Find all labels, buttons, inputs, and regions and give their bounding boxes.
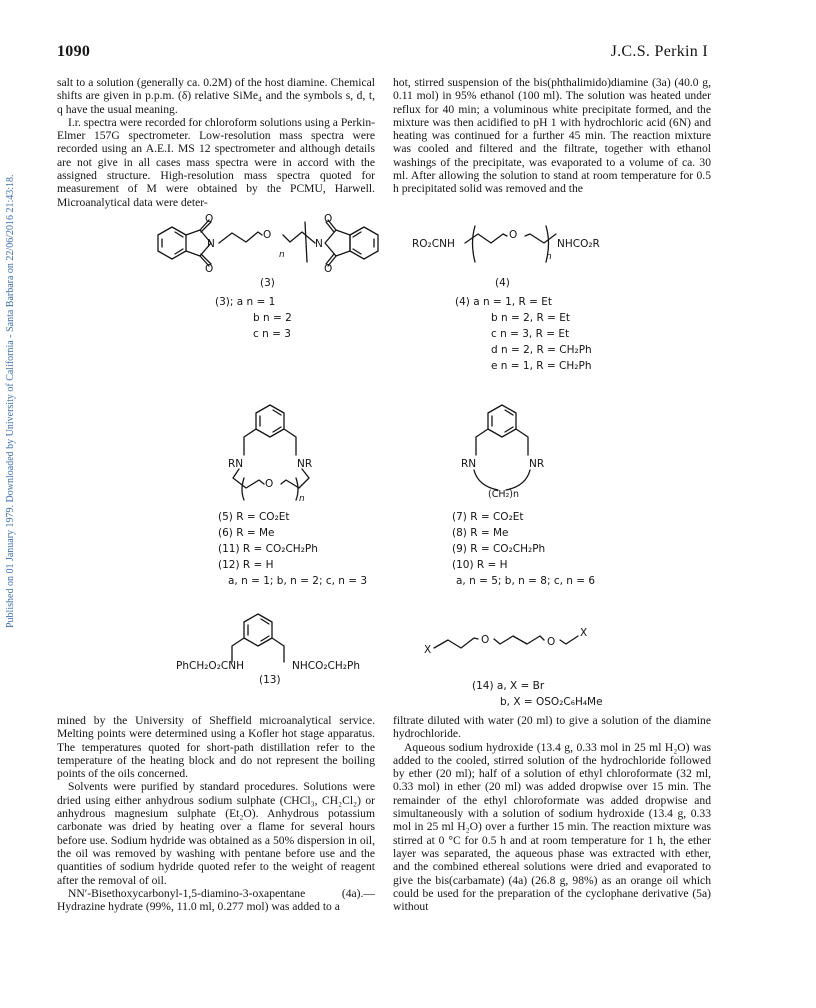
atom-label: O [265,478,274,490]
subscript-n: n [279,250,285,260]
atom-label: O [547,636,556,648]
compound-legend [215,294,292,342]
compound-number: (4) [495,277,510,289]
legend-row: (5) R = CO₂Et [218,511,290,523]
legend-row: d n = 2, R = CH₂Ph [491,344,592,356]
legend-row: c n = 3 [253,328,291,340]
legend-row: (7) R = CO₂Et [452,511,524,523]
atom-label: RN [228,458,244,470]
atom-label: X [580,627,588,639]
atom-label: O [205,213,214,225]
atom-label: O [509,229,518,241]
compound-number: (3) [260,277,275,289]
subscript-n: n [299,494,305,504]
legend-row: c n = 3, R = Et [491,328,570,340]
paragraph: Solvents were purified by standard procedures. Solutions were dried using either anhydrous sodium sulphate (CHCl₃, CH₂Cl₂) or anhydrous magnesium sulphate (Et₂O). Anhydrous potassium carbonate was dried by heating over a flame for several hours before use. Sodium hydride was obtained as a 50% dispersion in oil, the oil was removed by washing with pentane before use and the quantities of sodium hydride quoted refer to the weight of reagent after the removal of oil. [57,780,375,887]
structure-3 [158,220,378,266]
legend-row: (9) R = CO₂CH₂Ph [452,543,546,555]
atom-label: O [481,634,490,646]
atom-label: NR [529,458,545,470]
atom-labels [176,213,600,672]
structure-13 [232,614,284,662]
legend-row: (12) R = H [218,559,274,571]
legend-row: b, X = OSO₂C₆H₄Me [500,696,603,708]
compound-legend [218,509,367,589]
section-paragraph: NN′-Bisethoxycarbonyl-1,5-diamino-3-oxapentane (4a).— Hydrazine hydrate (99%, 11.0 ml, 0.277 mol) was added to a [57,886,375,914]
atom-label: X [424,644,432,656]
atom-label: O [263,229,272,241]
atom-label: NHCO₂CH₂Ph [292,660,360,672]
compound-legend [452,509,595,589]
legend-row: a, n = 1; b, n = 2; c, n = 3 [228,575,368,587]
structure-14 [434,636,578,648]
paragraph: Aqueous sodium hydroxide (13.4 g, 0.33 mol in 25 ml H₂O) was added to the cooled, stirred solution of the hydrochloride followed by ether (20 ml); half of a solution of ethyl chloroformate (32 ml, 0.33 mol) in ether (20 ml) was added dropwise over 15 min. The remainder of the ethyl chloroformate was added dropwise and simultaneously with a solution of sodium hydroxide (13.4 g, 0.33 mol in 25 ml H₂O) over a further 15 min. The reaction mixture was stirred at 0 °C for 0.5 h and at room temperature for 1 h, the ether layer was separated, the aqueous phase was extracted with ether, and the combined ethereal solutions were dried and evaporated to give the bis(carbamate) (4a) (26.8 g, 98%) as an orange oil which could be used for the preparation of the cyclophane derivative (5a) without [393,740,711,914]
atom-label: RO₂CNH [412,238,455,250]
legend-row: (6) R = Me [218,527,275,539]
paragraph: hot, stirred suspension of the bis(phthalimido)diamine (3a) (40.0 g, 0.11 mol) in 95% ethanol (100 ml). The solution was heated under reflux for 40 min; a voluminous white precipitate formed, and the mixture was then acidified to pH 1 with hydrochloric acid (6N) and heating was continued for a further 45 min. The reaction mixture was cooled and filtered and the filtrate, together with ethanol washings of the precipitate, was evaporated to a volume of ca. 30 ml. After allowing the solution to stand at room temperature for 0.5 h precipitated solid was removed and the [393,76,711,196]
imide-ring [325,230,350,256]
atom-label: PhCH₂O₂CNH [176,660,244,672]
journal-title: J.C.S. Perkin I [610,43,708,60]
legend-row: (4) a n = 1, R = Et [455,296,552,308]
atom-label: NR [297,458,313,470]
atom-label: N [207,238,215,250]
paragraph: salt to a solution (generally ca. 0.2M) of the host diamine. Chemical shifts are given in p.p.m. (δ) relative SiMe₄ and the symbols s, d, t, q have the usual meaning. [57,76,375,116]
atom-label: O [324,213,333,225]
compound-legend [455,294,592,374]
legend-row: b n = 2 [253,312,292,324]
legend-row: b n = 2, R = Et [491,312,571,324]
compound-number: (13) [259,674,281,686]
legend-row: (10) R = H [452,559,508,571]
structure-7 [474,405,530,490]
atom-label: O [324,263,333,275]
legend-row: e n = 1, R = CH₂Ph [491,360,592,372]
legend-row: a, n = 5; b, n = 8; c, n = 6 [456,575,596,587]
paragraph: filtrate diluted with water (20 ml) to give a solution of the diamine hydrochloride. [393,714,711,741]
subscript-n: n [546,252,552,262]
legend-row: (8) R = Me [452,527,509,539]
page-number: 1090 [57,43,91,60]
paragraph: mined by the University of Sheffield microanalytical service. Melting points were determined using a Kofler hot stage apparatus. The temperatures quoted for short-path distillation refer to the temperature of the heating block and do not represent the boiling points of the oils concerned. [57,714,375,781]
atom-label: RN [461,458,477,470]
legend-row: (14) a, X = Br [472,680,545,692]
atom-label: N [315,238,323,250]
legend-row: (3); a n = 1 [215,296,276,308]
legend-row: (11) R = CO₂CH₂Ph [218,543,318,555]
download-notice[interactable]: Published on 01 January 1979. Downloaded by University of California - Santa Barbara on 22/06/2016 21:43:18. [5,174,16,628]
paragraph: I.r. spectra were recorded for chloroform solutions using a Perkin-Elmer 157G spectrometer. Low-resolution mass spectra were recorded using an A.E.I. MS 12 spectrometer and although details are not give in all cases mass spectra were in accord with the assigned structure. High-resolution mass spectra quoted for measurement of M were obtained by the PCMU, Harwell. Microanalytical data were deter- [57,115,375,209]
atom-label: NHCO₂R [557,238,600,250]
atom-label: O [205,263,214,275]
atom-label: (CH₂)n [488,489,520,500]
compound-legend [472,678,603,710]
